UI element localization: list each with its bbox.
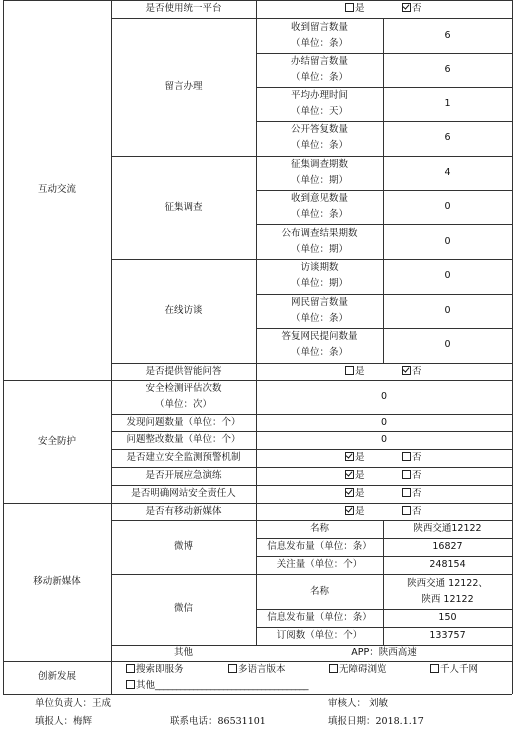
innovation-option-search[interactable]: 搜索即服务	[126, 664, 184, 676]
checkbox-checked[interactable]	[345, 452, 354, 461]
reviewer: 审核人： 刘敏	[328, 698, 389, 709]
grid-line	[111, 259, 512, 260]
drills-yes[interactable]: 是	[345, 470, 365, 482]
innovation-option-other[interactable]: 其他____________________________________	[126, 680, 308, 692]
metric-value: 0	[444, 270, 451, 281]
grid-line	[111, 431, 512, 432]
grid-line	[111, 485, 512, 486]
grid-line	[512, 0, 513, 694]
checkbox-unchecked[interactable]	[402, 506, 411, 515]
metric-value: 0	[380, 434, 388, 445]
unified-platform-label: 是否使用统一平台	[145, 3, 222, 14]
grid-line	[3, 694, 512, 695]
metric-value: 6	[444, 64, 451, 75]
grid-line	[111, 574, 512, 575]
metric-label: 网民留言数量	[290, 297, 348, 308]
grid-line	[256, 556, 512, 557]
metric-unit: （单位：条）	[290, 209, 348, 220]
weibo-label: 微博	[173, 541, 193, 552]
metric-unit: （单位：条）	[290, 72, 348, 83]
responsible-label: 是否明确网站安全责任人	[131, 488, 236, 499]
metric-label: 公布调查结果期数	[281, 228, 358, 239]
innovation-option-multilang[interactable]: 多语言版本	[228, 664, 286, 676]
group-label-interview: 在线访谈	[164, 305, 203, 316]
grid-line	[256, 53, 512, 54]
checkbox-unchecked[interactable]	[402, 488, 411, 497]
monitoring-label: 是否建立安全监测预警机制	[126, 452, 241, 463]
weibo-follow-value: 248154	[429, 559, 466, 570]
monitoring-yes[interactable]: 是	[345, 452, 365, 464]
weibo-posts-label: 信息发布量（单位：条）	[267, 541, 372, 552]
grid-line	[256, 609, 512, 610]
checkbox-unchecked[interactable]	[345, 366, 354, 375]
has-media-yes[interactable]: 是	[345, 506, 365, 518]
checkbox-unchecked[interactable]	[329, 664, 338, 673]
metric-label: 收到意见数量	[290, 193, 348, 204]
smart-qa-label: 是否提供智能问答	[145, 366, 222, 377]
grid-line	[3, 503, 512, 504]
smart-qa-no[interactable]: 否	[402, 366, 422, 378]
grid-line	[256, 294, 512, 295]
responsible-yes[interactable]: 是	[345, 488, 365, 500]
checkbox-unchecked[interactable]	[126, 664, 135, 673]
metric-unit: （单位：期）	[290, 175, 348, 186]
metric-label: 访谈期数	[300, 262, 339, 273]
grid-line	[256, 190, 512, 191]
drills-label: 是否开展应急演练	[145, 470, 222, 481]
grid-line	[256, 87, 512, 88]
metric-value: 4	[444, 167, 451, 178]
grid-line	[111, 645, 512, 646]
weibo-posts-value: 16827	[432, 541, 463, 552]
metric-value: 6	[444, 132, 451, 143]
metric-unit: （单位：期）	[290, 244, 348, 255]
wechat-posts-label: 信息发布量（单位：条）	[267, 612, 372, 623]
grid-line	[256, 121, 512, 122]
wechat-name-line2: 陕西 12122	[421, 594, 474, 605]
other-blank: ____________________________________	[155, 680, 309, 691]
has-media-label: 是否有移动新媒体	[145, 506, 222, 517]
issues-fixed-label: 问题整改数量（单位：个）	[126, 434, 241, 445]
weibo-follow-label: 关注量（单位：个）	[276, 559, 363, 570]
metric-unit: （单位：条）	[290, 140, 348, 151]
wechat-name-line1: 陕西交通 12122、	[407, 578, 488, 589]
drills-no[interactable]: 否	[402, 470, 422, 482]
section-label-interaction: 互动交流	[37, 184, 76, 195]
checkbox-checked[interactable]	[402, 366, 411, 375]
metric-label: 办结留言数量	[290, 56, 348, 67]
metric-label: 公开答复数量	[290, 124, 348, 135]
group-label-message: 留言办理	[164, 81, 203, 92]
metric-label: 答复网民提问数量	[281, 331, 358, 342]
metric-value: 0	[444, 236, 451, 247]
has-media-no[interactable]: 否	[402, 506, 422, 518]
grid-line	[3, 380, 512, 381]
grid-line	[111, 414, 512, 415]
metric-label: 征集调查期数	[290, 159, 348, 170]
wechat-posts-value: 150	[438, 612, 457, 623]
checkbox-checked[interactable]	[402, 3, 411, 12]
metric-value: 6	[444, 30, 451, 41]
checkbox-unchecked[interactable]	[345, 3, 354, 12]
metric-value: 0	[444, 201, 451, 212]
grid-line	[111, 467, 512, 468]
grid-line	[256, 224, 512, 225]
section-label-media: 移动新媒体	[33, 576, 81, 587]
metric-value: 0	[380, 417, 388, 428]
weibo-name-label: 名称	[309, 523, 329, 534]
issues-found-label: 发现问题数量（单位：个）	[126, 417, 241, 428]
checkbox-unchecked[interactable]	[126, 680, 135, 689]
metric-unit: （单位：天）	[290, 106, 348, 117]
grid-line	[111, 156, 512, 157]
grid-line	[111, 520, 512, 521]
grid-line	[111, 0, 112, 694]
unified-platform-yes[interactable]: 是	[345, 3, 365, 15]
wechat-name-label: 名称	[309, 586, 329, 597]
wechat-subs-value: 133757	[429, 630, 466, 641]
metric-label: 安全检测评估次数	[145, 383, 222, 394]
grid-line	[111, 18, 512, 19]
metric-unit: （单位：条）	[290, 313, 348, 324]
monitoring-no[interactable]: 否	[402, 452, 422, 464]
grid-line	[3, 661, 512, 662]
weibo-name-value: 陕西交通12122	[413, 523, 482, 534]
metric-value: 1	[444, 98, 451, 109]
other-media-label: 其他	[173, 647, 193, 658]
grid-line	[256, 538, 512, 539]
checkbox-unchecked[interactable]	[430, 664, 439, 673]
fill-date: 填报日期：2018.1.17	[328, 716, 424, 727]
smart-qa-yes[interactable]: 是	[345, 366, 365, 378]
grid-line	[256, 627, 512, 628]
metric-value: 0	[444, 339, 451, 350]
section-label-security: 安全防护	[37, 436, 76, 447]
checkbox-unchecked[interactable]	[228, 664, 237, 673]
checkbox-unchecked[interactable]	[402, 452, 411, 461]
unit-head: 单位负责人：王成	[35, 698, 112, 709]
other-media-value: APP：陕西高速	[351, 647, 417, 658]
innovation-option-personalized[interactable]: 千人千网	[430, 664, 478, 676]
checkbox-checked[interactable]	[345, 506, 354, 515]
metric-unit: （单位：次）	[154, 399, 212, 410]
metric-unit: （单位：条）	[290, 38, 348, 49]
metric-label: 收到留言数量	[290, 22, 348, 33]
checkbox-unchecked[interactable]	[402, 470, 411, 479]
grid-line	[111, 449, 512, 450]
checkbox-checked[interactable]	[345, 488, 354, 497]
section-label-innovation: 创新发展	[37, 671, 76, 682]
grid-line	[3, 0, 512, 1]
metric-unit: （单位：条）	[290, 347, 348, 358]
contact-phone: 联系电话：86531101	[170, 716, 266, 727]
filler: 填报人：梅辉	[35, 716, 93, 727]
metric-value: 0	[380, 391, 388, 402]
grid-line	[111, 363, 512, 364]
innovation-option-accessibility[interactable]: 无障碍浏览	[329, 664, 387, 676]
grid-line	[256, 328, 512, 329]
wechat-label: 微信	[173, 603, 193, 614]
unified-platform-no[interactable]: 否	[402, 3, 422, 15]
metric-value: 0	[444, 305, 451, 316]
metric-label: 平均办理时间	[290, 90, 348, 101]
checkbox-checked[interactable]	[345, 470, 354, 479]
grid-line	[3, 0, 4, 694]
wechat-subs-label: 订阅数（单位：个）	[276, 630, 363, 641]
responsible-no[interactable]: 否	[402, 488, 422, 500]
group-label-survey: 征集调查	[164, 202, 203, 213]
metric-unit: （单位：期）	[290, 278, 348, 289]
